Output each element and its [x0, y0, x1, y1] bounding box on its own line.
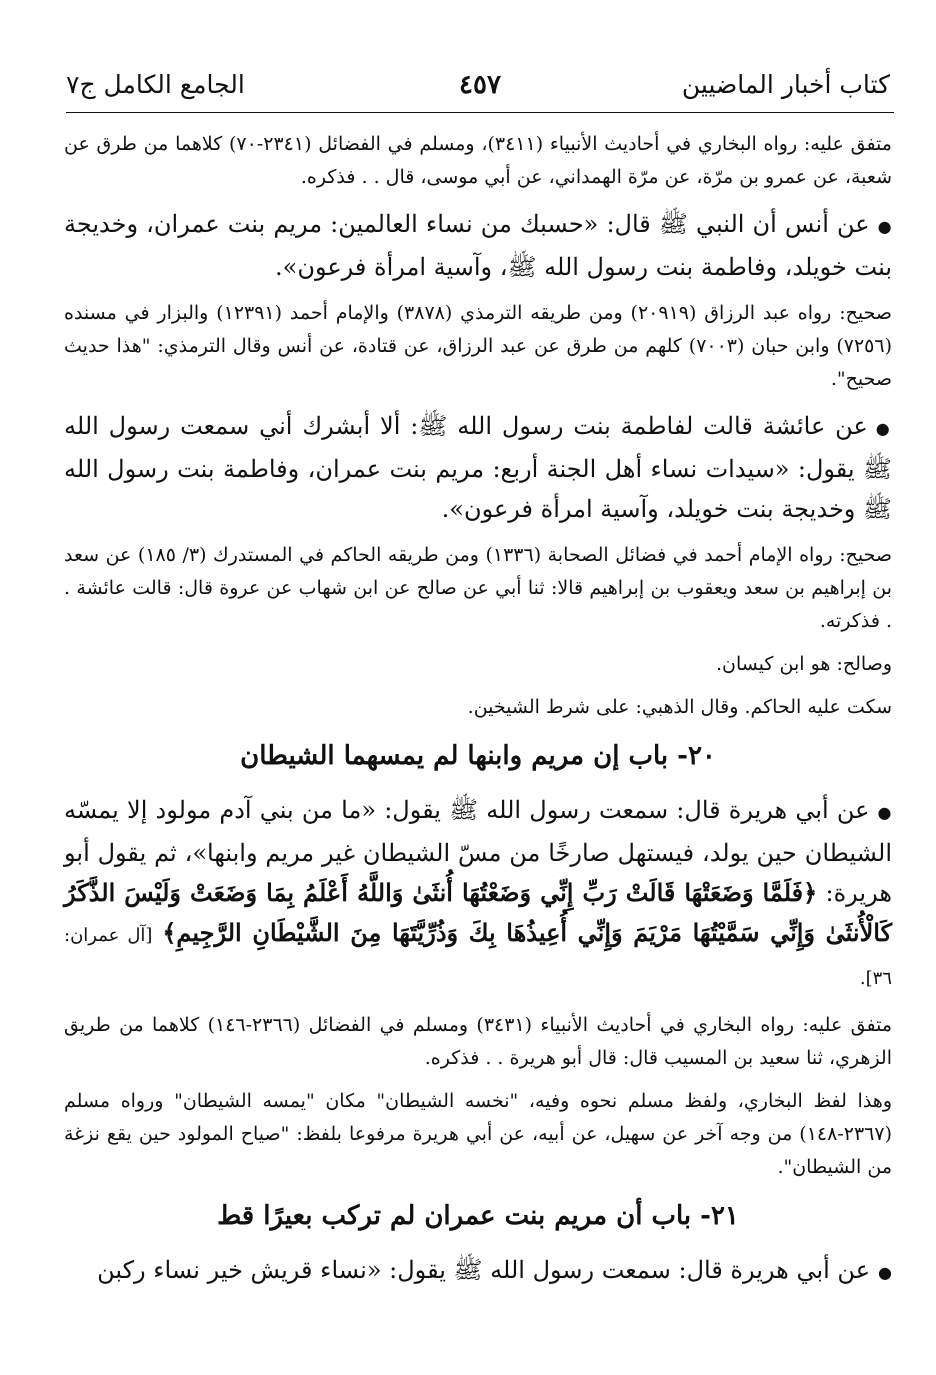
bullet-icon: ●: [877, 803, 892, 822]
hadith-paragraph: [64, 790, 892, 999]
chapter-heading: ٢٠- باب إن مريم وابنها لم يمسهما الشيطان: [240, 741, 716, 771]
hadith-paragraph: [64, 204, 892, 287]
page-body: [64, 128, 892, 1303]
grading-note: سكت عليه الحاكم. وقال الذهبي: على شرط الشيخين.: [467, 696, 892, 718]
quran-verse: ﴿فَلَمَّا وَضَعَتْهَا قَالَتْ رَبِّ إِنِّي وَضَعْتُهَا أُنثَىٰ وَاللَّهُ أَعْلَمُ بِمَا وَضَعَتْ وَلَيْسَ الذَّكَرُ كَالْأُنثَىٰ وَإِنِّي سَمَّيْتُهَا مَرْيَمَ وَإِنِّي أُعِيذُهَا بِكَ وَذُرِّيَّتَهَا مِنَ الشَّيْطَانِ الرَّجِيمِ﴾: [64, 878, 892, 947]
hadith-text: عن عائشة قالت لفاطمة بنت رسول الله ﷺ: ألا أبشرك أني سمعت رسول الله ﷺ يقول: «سيدات نساء أهل الجنة أربع: مريم بنت عمران، وفاطمة بنت رسول الله ﷺ وخديجة بنت خويلد، وآسية امرأة فرعون».: [64, 412, 892, 523]
takhrij-note: متفق عليه: رواه البخاري في أحاديث الأنبياء (٣٤٣١) ومسلم في الفضائل (٢٣٦٦-١٤٦) كلاهما من طريق الزهري، ثنا سعيد بن المسيب قال: قال أبو هريرة . . فذكره.: [64, 1014, 892, 1069]
book-volume-title: الجامع الكامل ج٧: [66, 70, 245, 99]
bullet-icon: ●: [877, 217, 892, 236]
hadith-text: عن أبي هريرة قال: سمعت رسول الله ﷺ يقول: «ما من بني آدم مولود إلا يمسّه الشيطان حين يولد، فيستهل صارخًا من مسّ الشيطان غير مريم وابنها»، ثم يقول أبو هريرة:: [64, 796, 892, 907]
book-section-title: كتاب أخبار الماضيين: [681, 70, 890, 99]
bullet-icon: ●: [875, 419, 892, 438]
page-number: ٤٥٧: [459, 70, 501, 100]
takhrij-note: متفق عليه: رواه البخاري في أحاديث الأنبياء (٣٤١١)، ومسلم في الفضائل (٢٣٤١-٧٠) كلاهما من طرق عن شعبة، عن عمرو بن مرّة، عن مرّة الهمداني، عن أبي موسى، قال . . فذكره.: [64, 133, 892, 188]
hadith-text: عن أنس أن النبي ﷺ قال: «حسبك من نساء العالمين: مريم بنت عمران، وخديجة بنت خويلد، وفاطمة بنت رسول الله ﷺ، وآسية امرأة فرعون».: [64, 210, 892, 281]
bullet-icon: ●: [878, 1263, 892, 1282]
takhrij-note: وهذا لفظ البخاري، ولفظ مسلم نحوه وفيه، "نخسه الشيطان" مكان "يمسه الشيطان" ورواه مسلم (٢٣٦٧-١٤٨) من وجه آخر عن سهيل، عن أبيه، عن أبي هريرة مرفوعا بلفظ: "صياح المولود حين يقع نزغة من الشيطان".: [64, 1090, 892, 1178]
hadith-text: عن أبي هريرة قال: سمعت رسول الله ﷺ يقول: «نساء قريش خير نساء ركبن: [97, 1256, 871, 1284]
verse-reference: [آل عمران: ٣٦].: [64, 925, 892, 989]
takhrij-note: صحيح: رواه عبد الرزاق (٢٠٩١٩) ومن طريقه الترمذي (٣٨٧٨) والإمام أحمد (١٢٣٩١) والبزار في مسنده (٧٢٥٦) وابن حبان (٧٠٠٣) كلهم من طرق عن عبد الرزاق، عن قتادة، عن أنس وقال الترمذي: "هذا حديث صحيح".: [64, 302, 892, 390]
page-header: [66, 66, 894, 113]
takhrij-note: صحيح: رواه الإمام أحمد في فضائل الصحابة (١٣٣٦) ومن طريقه الحاكم في المستدرك (٣/ ١٨٥) عن سعد بن إبراهيم بن سعد ويعقوب بن إبراهيم قالا: ثنا أبي عن صالح عن ابن شهاب عن عروة قال: قالت عائشة . . فذكرته.: [64, 544, 892, 632]
hadith-paragraph: [64, 1250, 892, 1293]
hadith-paragraph: [64, 406, 892, 529]
narrator-note: وصالح: هو ابن كيسان.: [715, 653, 892, 675]
chapter-heading: ٢١- باب أن مريم بنت عمران لم تركب بعيرًا قط: [217, 1201, 739, 1231]
